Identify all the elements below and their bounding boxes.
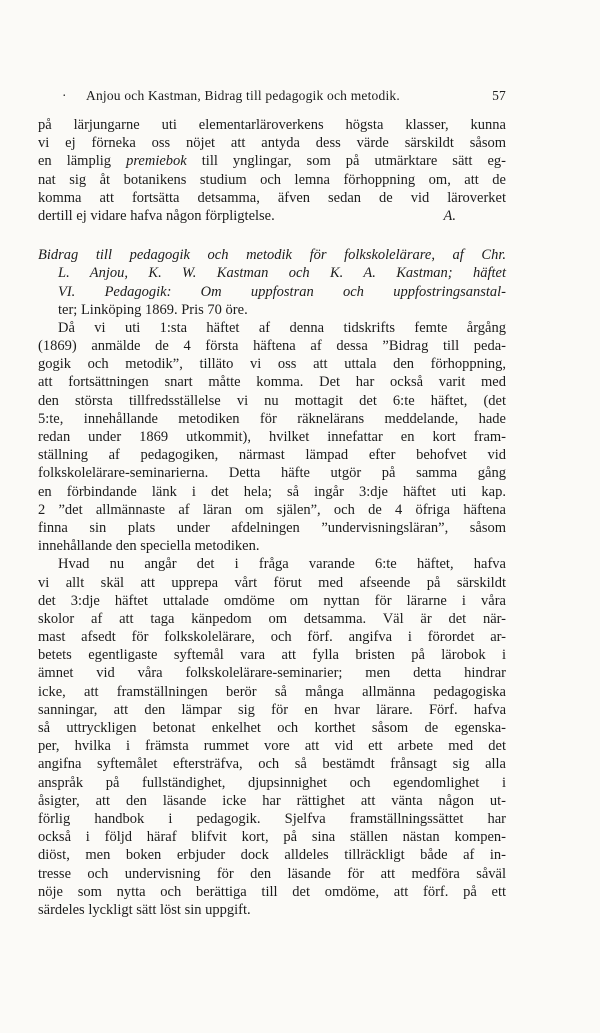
text-line: dertill ej vidare hafva någon förpligtelse.: [38, 207, 275, 224]
text-line: en förbindande länk i det hela; så ingår 3:dje häftet uti kap.: [38, 483, 506, 500]
page-number: 57: [492, 88, 506, 103]
text-line: diöst, men boken erbjuder dock alldeles tillräckligt både af in-: [38, 847, 506, 864]
text-line: på lärjungarne uti elementarläroverkens högsta klasser, kunna: [38, 117, 506, 133]
text-line: Hvad nu angår det i fråga varande 6:te häftet, hafva: [58, 556, 506, 573]
citation-line: L. Anjou, K. W. Kastman och K. A. Kastman; häftet: [58, 265, 506, 282]
citation-line: ter; Linköping 1869. Pris 70 öre.: [58, 301, 248, 318]
text-line: Då vi uti 1:sta häftet af denna tidskrifts femte årgång: [58, 319, 506, 336]
text-line: det 3:dje häftet uttalade omdöme om nyttan för lärarne i våra: [38, 592, 506, 609]
review-paragraph-1: [38, 319, 506, 555]
text-line: innehållande den speciella metodiken.: [38, 538, 260, 555]
text-line: gogik och metodik”, tilläto vi oss att uttala den förhoppning,: [38, 356, 506, 373]
book-page: [38, 86, 506, 919]
text-line: en lämplig premiebok till ynglingar, som på utmärktare sätt eg-: [38, 153, 506, 170]
text-line: att fortsättningen snart måtte komma. Det har också varit med: [38, 374, 506, 391]
text-line: folkskolelärare-seminarierna. Detta häfte utgör på samma gång: [38, 465, 506, 482]
running-header: [38, 86, 506, 106]
text-line: ställning af pedagogiken, närmast lämpad efter behofvet vid: [38, 447, 506, 464]
text-line: per, hvilka i främsta rummet vore att vid ett arbete med det: [38, 738, 506, 755]
text-line: finna sin plats under afdelningen ”undervisningsläran”, såsom: [38, 519, 506, 536]
text-line: 5:te, innehållande metodiken för räknelärans meddelande, hade: [38, 410, 506, 427]
text-line: tresse och undervisning för den läsande för att medföra såväl: [38, 865, 506, 882]
header-dot: ·: [62, 88, 67, 103]
text-line: (1869) anmälde de 4 första häftena af dessa ”Bidrag till peda-: [38, 338, 506, 355]
text-line: åsigter, att den läsande icke har rättighet att vänta någon ut-: [38, 792, 506, 809]
text-line: sanningar, att den lämpar sig för en hvar lärare. Förf. hafva: [38, 701, 506, 718]
signoff-line: [38, 207, 506, 225]
review-citation: [38, 246, 506, 319]
paragraph-continuation: [38, 116, 506, 225]
citation-line: Bidrag till pedagogik och metodik för folkskolelärare, af Chr.: [38, 247, 506, 264]
text-line: ämnet vid våra folkskolelärare-seminarier; men detta hindrar: [38, 665, 506, 682]
emphasized-word: premiebok: [126, 153, 187, 170]
review-section: [38, 246, 506, 919]
text-line: komma att fortsätta detsamma, äfven sedan de vid läroverket: [38, 189, 506, 206]
text-line: icke, att framställningen berör så många allmänna pedagogiska: [38, 683, 506, 700]
text-line: nöje som nytta och berättiga till det omdöme, att förf. på ett: [38, 883, 506, 900]
text-line: 2 ”det allmännaste af läran om själen”, och de 4 öfriga häftena: [38, 501, 506, 518]
text-line: angifna syftemålet eftersträfva, och så bestämdt frånsagt sig alla: [38, 756, 506, 773]
text-line: anspråk på fullständighet, djupsinnighet och egendomlighet i: [38, 774, 506, 791]
author-signature: A.: [443, 207, 456, 224]
citation-line: VI. Pedagogik: Om uppfostran och uppfostringsanstal-: [58, 283, 506, 300]
text-line: förlig handbok i pedagogik. Sjelfva framställningssättet har: [38, 810, 506, 827]
text-line: vi allt skäl att upprepa vårt förut med afseende på särskildt: [38, 574, 506, 591]
text-line: nat sig åt botanikens studium och lemna förhoppning om, att de: [38, 171, 506, 188]
text-line: redan under 1869 utkommit), hvilket innefattar en kort fram-: [38, 429, 506, 446]
text-line: mast afsedt för folkskolelärare, och förf. angifva i förordet ar-: [38, 629, 506, 646]
text-line: betets egentligaste syftemål vara att fylla bristen på lärobok i: [38, 647, 506, 664]
text-line: särdeles lyckligt sätt löst sin uppgift.: [38, 901, 251, 918]
text-line: också i följd häraf blifvit kort, på sina ställen nästan kompen-: [38, 829, 506, 846]
running-title: Anjou och Kastman, Bidrag till pedagogik och metodik.: [86, 88, 400, 103]
text-line: vi ej förneka oss nöjet att antyda dess värde särskildt såsom: [38, 135, 506, 152]
text-line: skolor af att taga känpedom om detsamma. Väl är det när-: [38, 610, 506, 627]
text-line: den största tillfredsställelse vi nu mottagit det 6:te häftet, (det: [38, 392, 506, 409]
text-line: så uttryckligen betonat enkelhet och korthet såsom de egenska-: [38, 720, 506, 737]
review-paragraph-2: [38, 555, 506, 919]
